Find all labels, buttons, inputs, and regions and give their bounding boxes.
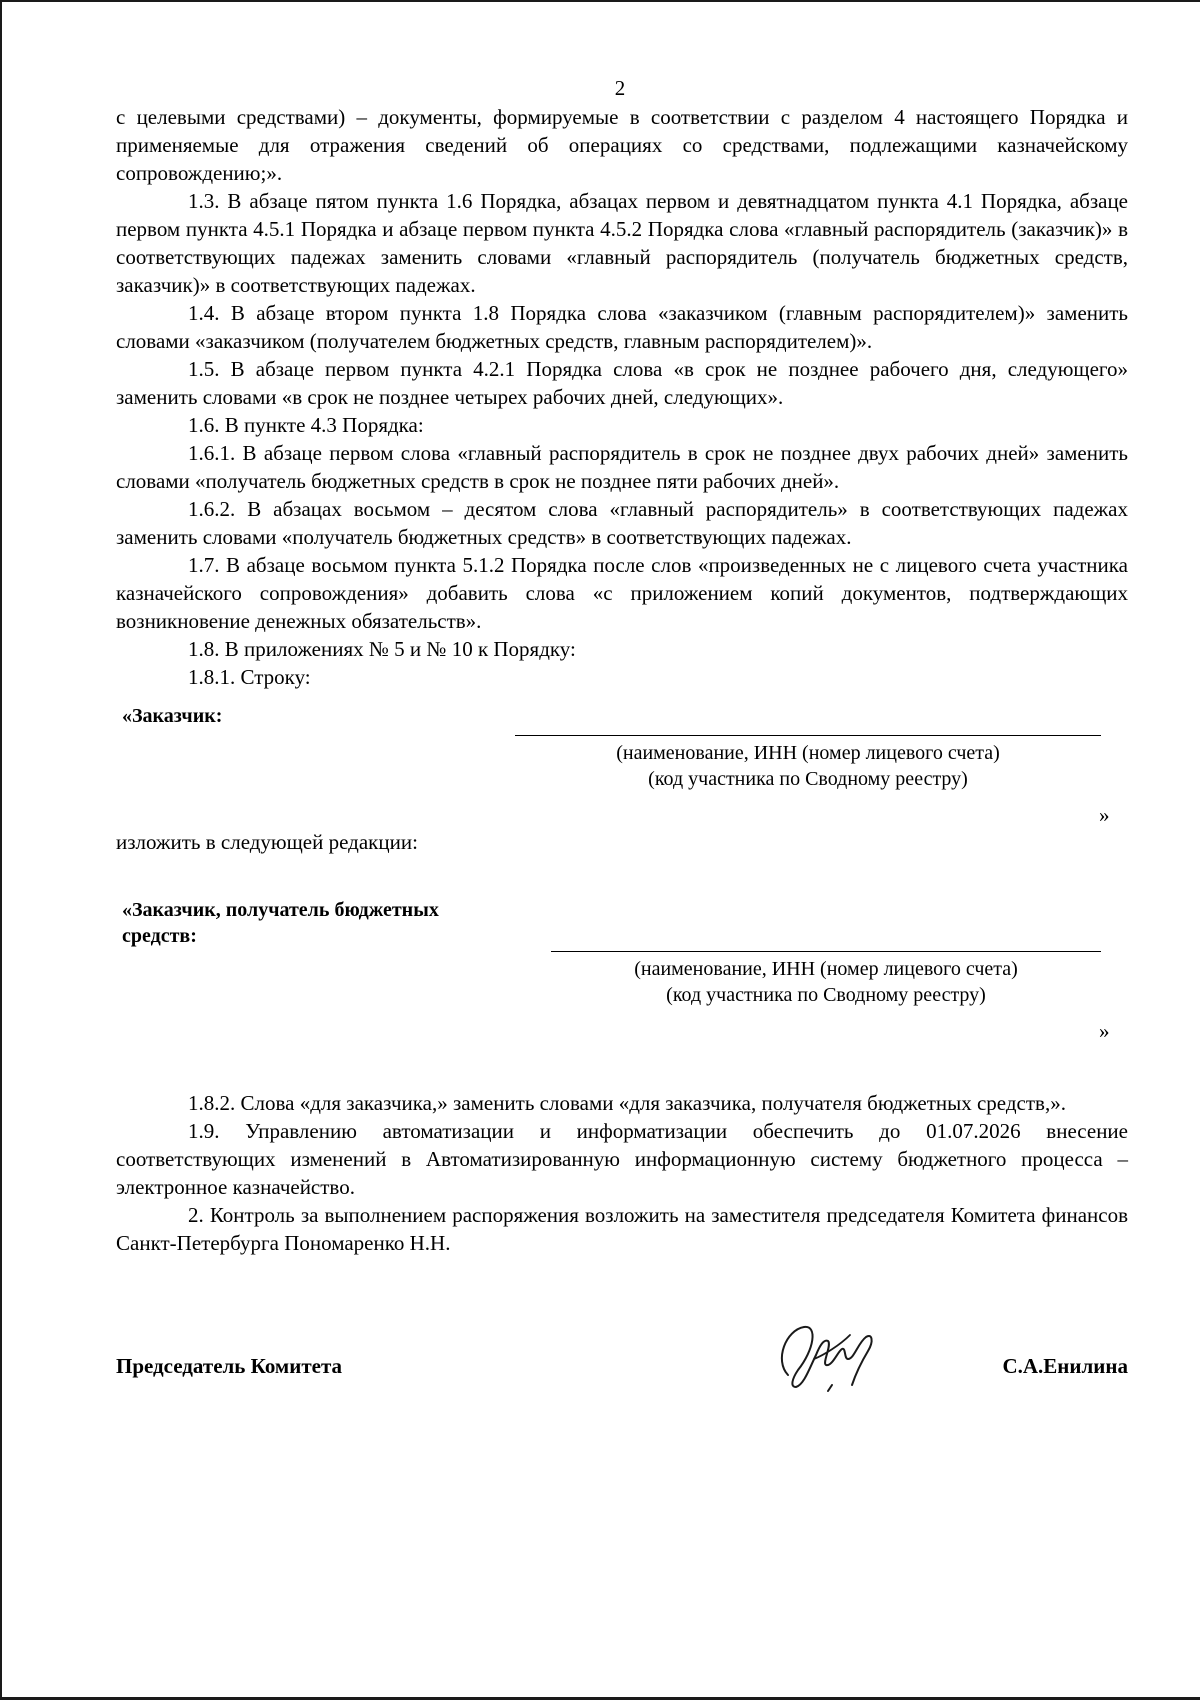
form-new-underline (551, 951, 1101, 952)
paragraph-1-6-1: 1.6.1. В абзаце первом слова «главный распорядитель в срок не позднее двух рабочих дней» заменить словами «получатель бюджетных средств в срок не позднее пяти рабочих дней». (116, 441, 1128, 493)
paragraph-1-6: 1.6. В пункте 4.3 Порядка: (188, 413, 424, 437)
form-new (116, 897, 1128, 1089)
page-number: 2 (614, 76, 626, 100)
paragraph-1-9: 1.9. Управлению автоматизации и информатизации обеспечить до 01.07.2026 внесение соответствующих изменений в Автоматизированную информационную систему бюджетного процесса – электронное казначейство. (116, 1119, 1128, 1199)
signature-block (116, 1350, 1128, 1440)
paragraph-1-6-2: 1.6.2. В абзацах восьмом – десятом слова «главный распорядитель» в соответствующих падежах заменить словами «получатель бюджетных средств» в соответствующих падежах. (116, 497, 1128, 549)
document-body (116, 103, 1128, 1257)
form-new-label-2: средств: (122, 925, 197, 947)
paragraph-1-3: 1.3. В абзаце пятом пункта 1.6 Порядка, абзацах первом и девятнадцатом пункта 4.1 Порядка, абзаце первом пункта 4.5.1 Порядка и абзаце первом пункта 4.5.2 Порядка слова «главный распорядитель (заказчик)» в соответствующих падежах заменить словами «главный распорядитель (получатель бюджетных средств, заказчик)» в соответствующих падежах. (116, 189, 1128, 297)
scan-edge-left (0, 0, 2, 1700)
paragraph-1-5: 1.5. В абзаце первом пункта 4.2.1 Порядка слова «в срок не позднее рабочего дня, следующего» заменить словами «в срок не позднее четырех рабочих дней, следующих». (116, 357, 1128, 409)
form-old-close-quote: » (1099, 803, 1110, 827)
paragraph-1-8-2: 1.8.2. Слова «для заказчика,» заменить словами «для заказчика, получателя бюджетных средств,». (188, 1091, 1066, 1115)
form-old (116, 703, 1128, 854)
scan-edge-top (0, 0, 1200, 2)
form-old-caption-2: (код участника по Сводному реестру) (648, 768, 968, 790)
paragraph-1-4: 1.4. В абзаце втором пункта 1.8 Порядка слова «заказчиком (главным распорядителем)» заменить словами «заказчиком (получателем бюджетных средств, главным распорядителем)». (116, 301, 1128, 353)
form-new-caption-2: (код участника по Сводному реестру) (666, 984, 986, 1006)
paragraph-continuation: с целевыми средствами) – документы, формируемые в соответствии с разделом 4 настоящего Порядка и применяемые для отражения сведений об операциях со средствами, подлежащими казначейскому сопровождению;». (116, 105, 1128, 185)
paragraph-1-7: 1.7. В абзаце восьмом пункта 5.1.2 Порядка после слов «произведенных не с лицевого счета участника казначейского сопровождения» добавить слова «с приложением копий документов, подтверждающих возникновение денежных обязательств». (116, 553, 1128, 633)
form-old-caption-1: (наименование, ИНН (номер лицевого счета) (616, 742, 1000, 764)
form-new-caption-1: (наименование, ИНН (номер лицевого счета) (634, 958, 1018, 980)
form-old-underline (515, 735, 1101, 736)
form-new-close-quote: » (1099, 1019, 1110, 1043)
paragraph-1-8: 1.8. В приложениях № 5 и № 10 к Порядку: (188, 637, 576, 661)
handwritten-signature (766, 1315, 906, 1405)
redaction-instruction: изложить в следующей редакции: (116, 830, 418, 854)
form-new-label-1: «Заказчик, получатель бюджетных (122, 899, 439, 921)
paragraph-2: 2. Контроль за выполнением распоряжения возложить на заместителя председателя Комитета финансов Санкт-Петербурга Пономаренко Н.Н. (116, 1203, 1128, 1255)
form-old-label: «Заказчик: (122, 705, 223, 727)
signatory-name: С.А.Енилина (1002, 1354, 1128, 1378)
paragraph-1-8-1: 1.8.1. Строку: (188, 665, 311, 689)
signatory-title: Председатель Комитета (116, 1354, 343, 1378)
